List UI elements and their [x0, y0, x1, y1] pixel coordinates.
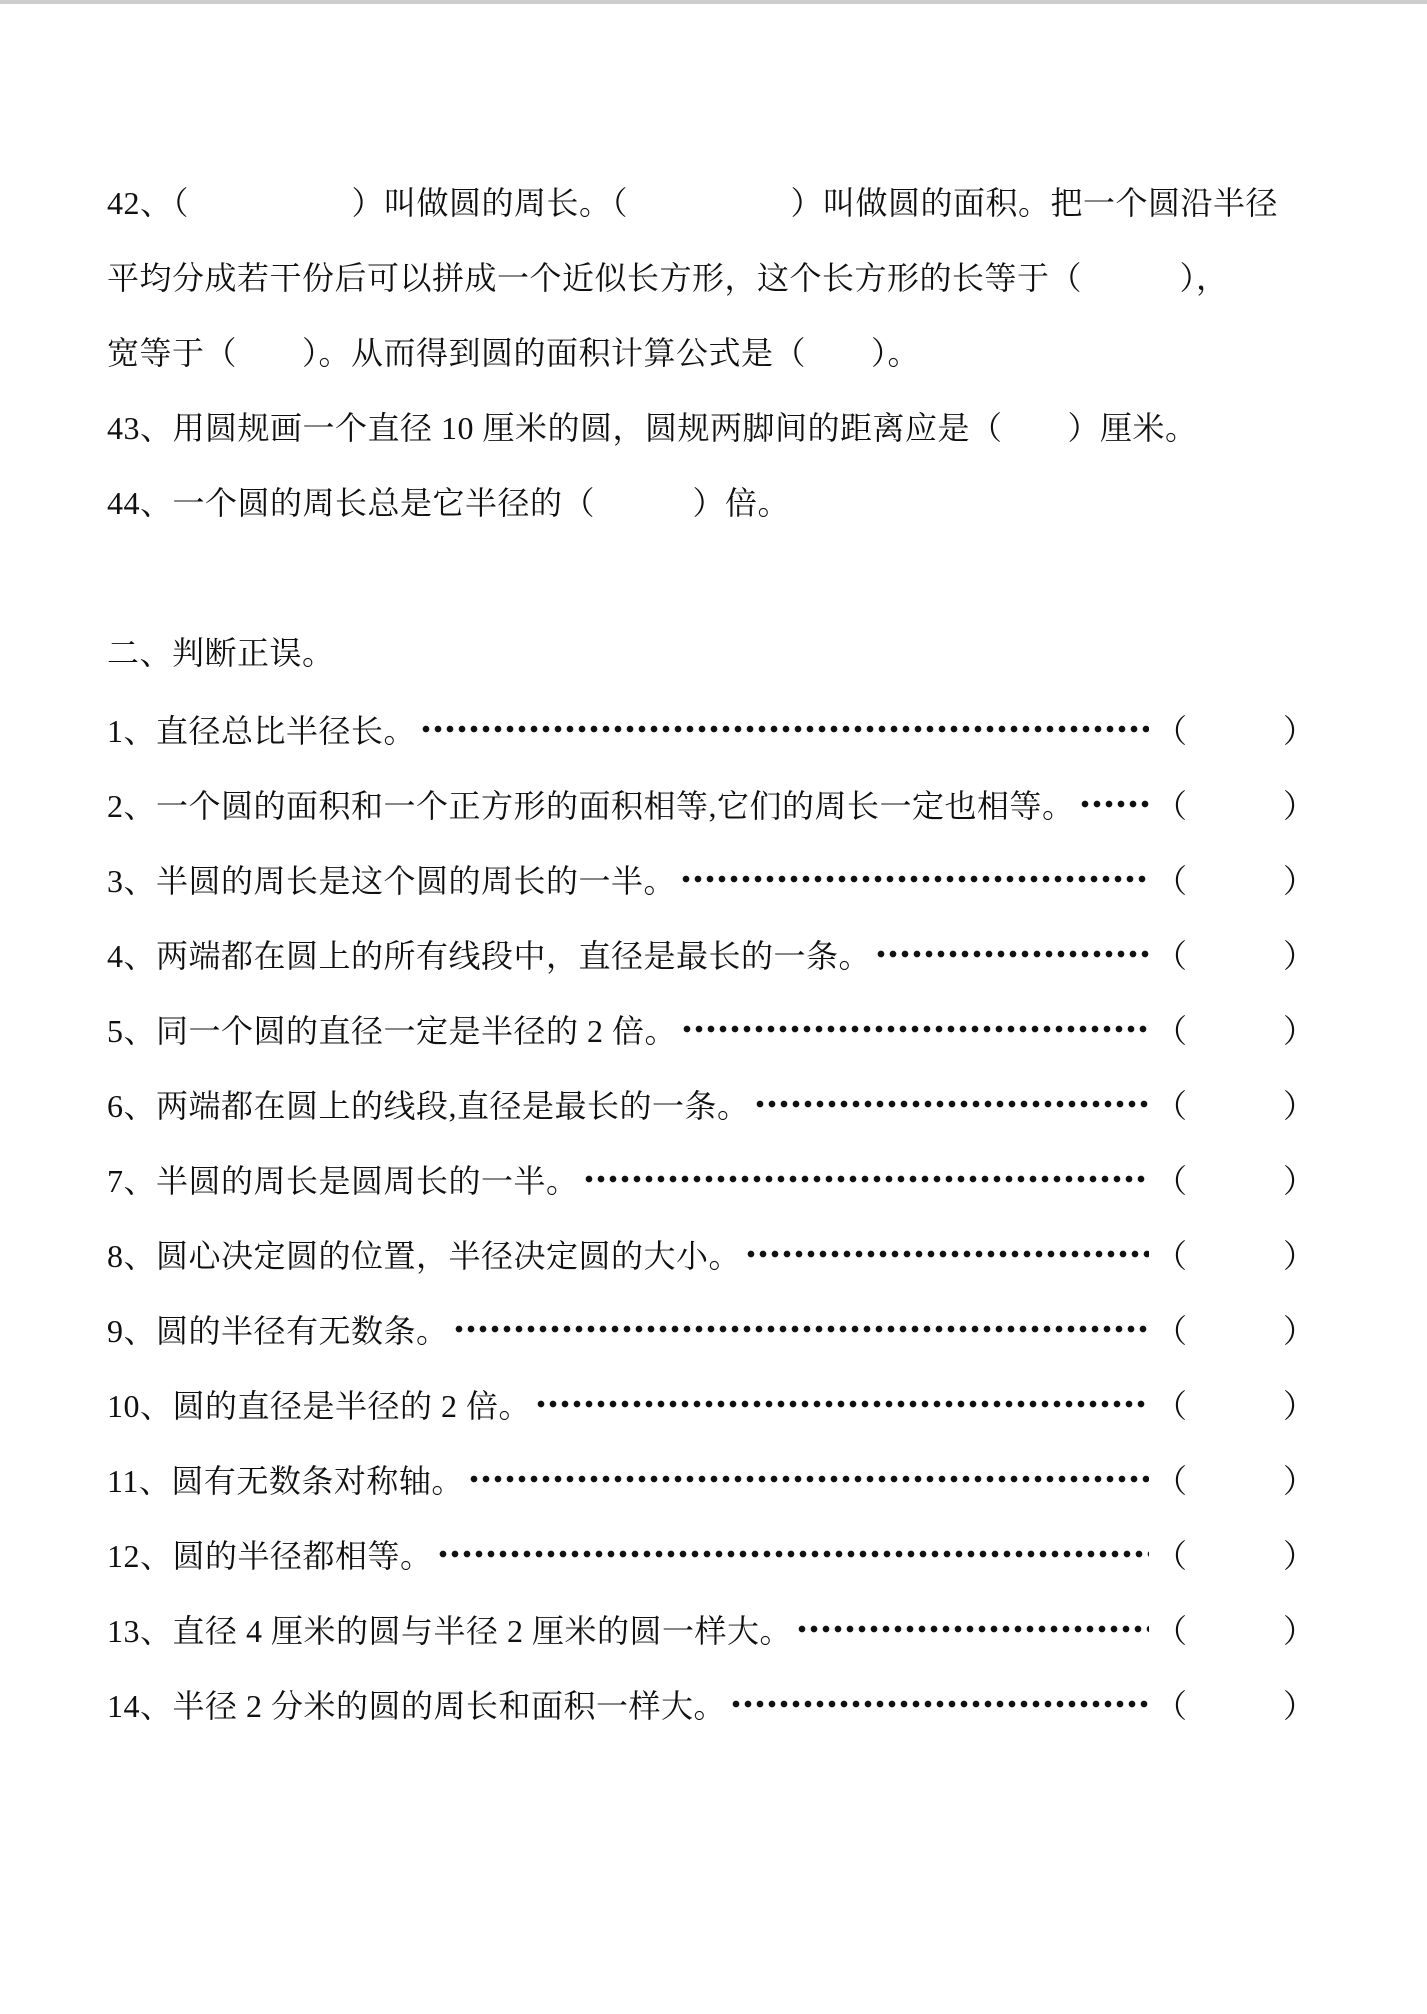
tf-statement: 4、两端都在圆上的所有线段中，直径是最长的一条。: [107, 937, 872, 974]
tf-statement: 13、直径 4 厘米的圆与半径 2 厘米的圆一样大。: [107, 1612, 793, 1649]
tf-statement: 12、圆的半径都相等。: [107, 1537, 433, 1574]
tf-statement: 1、直径总比半径长。: [107, 712, 417, 749]
fill-line-q44: 44、一个圆的周长总是它半径的（ ）倍。: [107, 485, 791, 521]
tf-item: [107, 991, 1315, 1066]
fill-line-q42-3: 宽等于（ ）。从而得到圆的面积计算公式是（ ）。: [107, 335, 921, 371]
dot-leader: [796, 1591, 1149, 1666]
answer-blank: （ ）: [1154, 787, 1315, 824]
dot-leader: [453, 1291, 1149, 1366]
dot-leader: [420, 691, 1149, 766]
dot-leader: [730, 1666, 1149, 1741]
tf-item: [107, 1516, 1315, 1591]
answer-blank: （ ）: [1154, 1162, 1315, 1199]
tf-item: [107, 916, 1315, 991]
answer-blank: （ ）: [1154, 1537, 1315, 1574]
tf-statement: 8、圆心决定圆的位置，半径决定圆的大小。: [107, 1237, 742, 1274]
tf-statement: 9、圆的半径有无数条。: [107, 1312, 449, 1349]
tf-statement: 11、圆有无数条对称轴。: [107, 1462, 464, 1499]
answer-blank: （ ）: [1154, 1087, 1315, 1124]
section-heading: 二、判断正误。: [107, 635, 335, 671]
tf-item: [107, 1366, 1315, 1441]
dot-leader: [1079, 766, 1149, 841]
tf-statement: 6、两端都在圆上的线段,直径是最长的一条。: [107, 1087, 750, 1124]
tf-item: [107, 1441, 1315, 1516]
judge-section: [107, 616, 1315, 1741]
answer-blank: （ ）: [1154, 1012, 1315, 1049]
tf-statement: 14、半径 2 分米的圆的周长和面积一样大。: [107, 1687, 727, 1724]
dot-leader: [680, 841, 1149, 916]
answer-blank: （ ）: [1154, 1237, 1315, 1274]
fill-line-q42-1: 42、（ ）叫做圆的周长。（ ）叫做圆的面积。把一个圆沿半径: [107, 185, 1279, 221]
answer-blank: （ ）: [1154, 1312, 1315, 1349]
fill-line-q42-2: 平均分成若干份后可以拼成一个近似长方形，这个长方形的长等于（ ），: [107, 260, 1229, 296]
tf-item: [107, 1591, 1315, 1666]
tf-item: [107, 766, 1315, 841]
tf-item: [107, 1666, 1315, 1741]
answer-blank: （ ）: [1154, 937, 1315, 974]
fill-in-section: [107, 166, 1315, 541]
worksheet-page: [0, 4, 1427, 1741]
dot-leader: [437, 1516, 1149, 1591]
answer-blank: （ ）: [1154, 862, 1315, 899]
dot-leader: [535, 1366, 1149, 1441]
dot-leader: [681, 991, 1149, 1066]
dot-leader: [754, 1066, 1149, 1141]
dot-leader: [583, 1141, 1149, 1216]
tf-statement: 2、一个圆的面积和一个正方形的面积相等,它们的周长一定也相等。: [107, 787, 1075, 824]
tf-item: [107, 1291, 1315, 1366]
answer-blank: （ ）: [1154, 1612, 1315, 1649]
tf-statement: 7、半圆的周长是圆周长的一半。: [107, 1162, 579, 1199]
tf-statement: 3、半圆的周长是这个圆的周长的一半。: [107, 862, 677, 899]
tf-item: [107, 691, 1315, 766]
answer-blank: （ ）: [1154, 1687, 1315, 1724]
tf-item: [107, 1141, 1315, 1216]
answer-blank: （ ）: [1154, 1462, 1315, 1499]
dot-leader: [745, 1216, 1149, 1291]
tf-item: [107, 1216, 1315, 1291]
dot-leader: [468, 1441, 1149, 1516]
tf-item: [107, 841, 1315, 916]
fill-line-q43: 43、用圆规画一个直径 10 厘米的圆，圆规两脚间的距离应是（ ）厘米。: [107, 410, 1198, 446]
answer-blank: （ ）: [1154, 1387, 1315, 1424]
dot-leader: [875, 916, 1149, 991]
tf-item: [107, 1066, 1315, 1141]
tf-statement: 5、同一个圆的直径一定是半径的 2 倍。: [107, 1012, 678, 1049]
tf-statement: 10、圆的直径是半径的 2 倍。: [107, 1387, 532, 1424]
answer-blank: （ ）: [1154, 712, 1315, 749]
section-gap: [107, 541, 1315, 616]
